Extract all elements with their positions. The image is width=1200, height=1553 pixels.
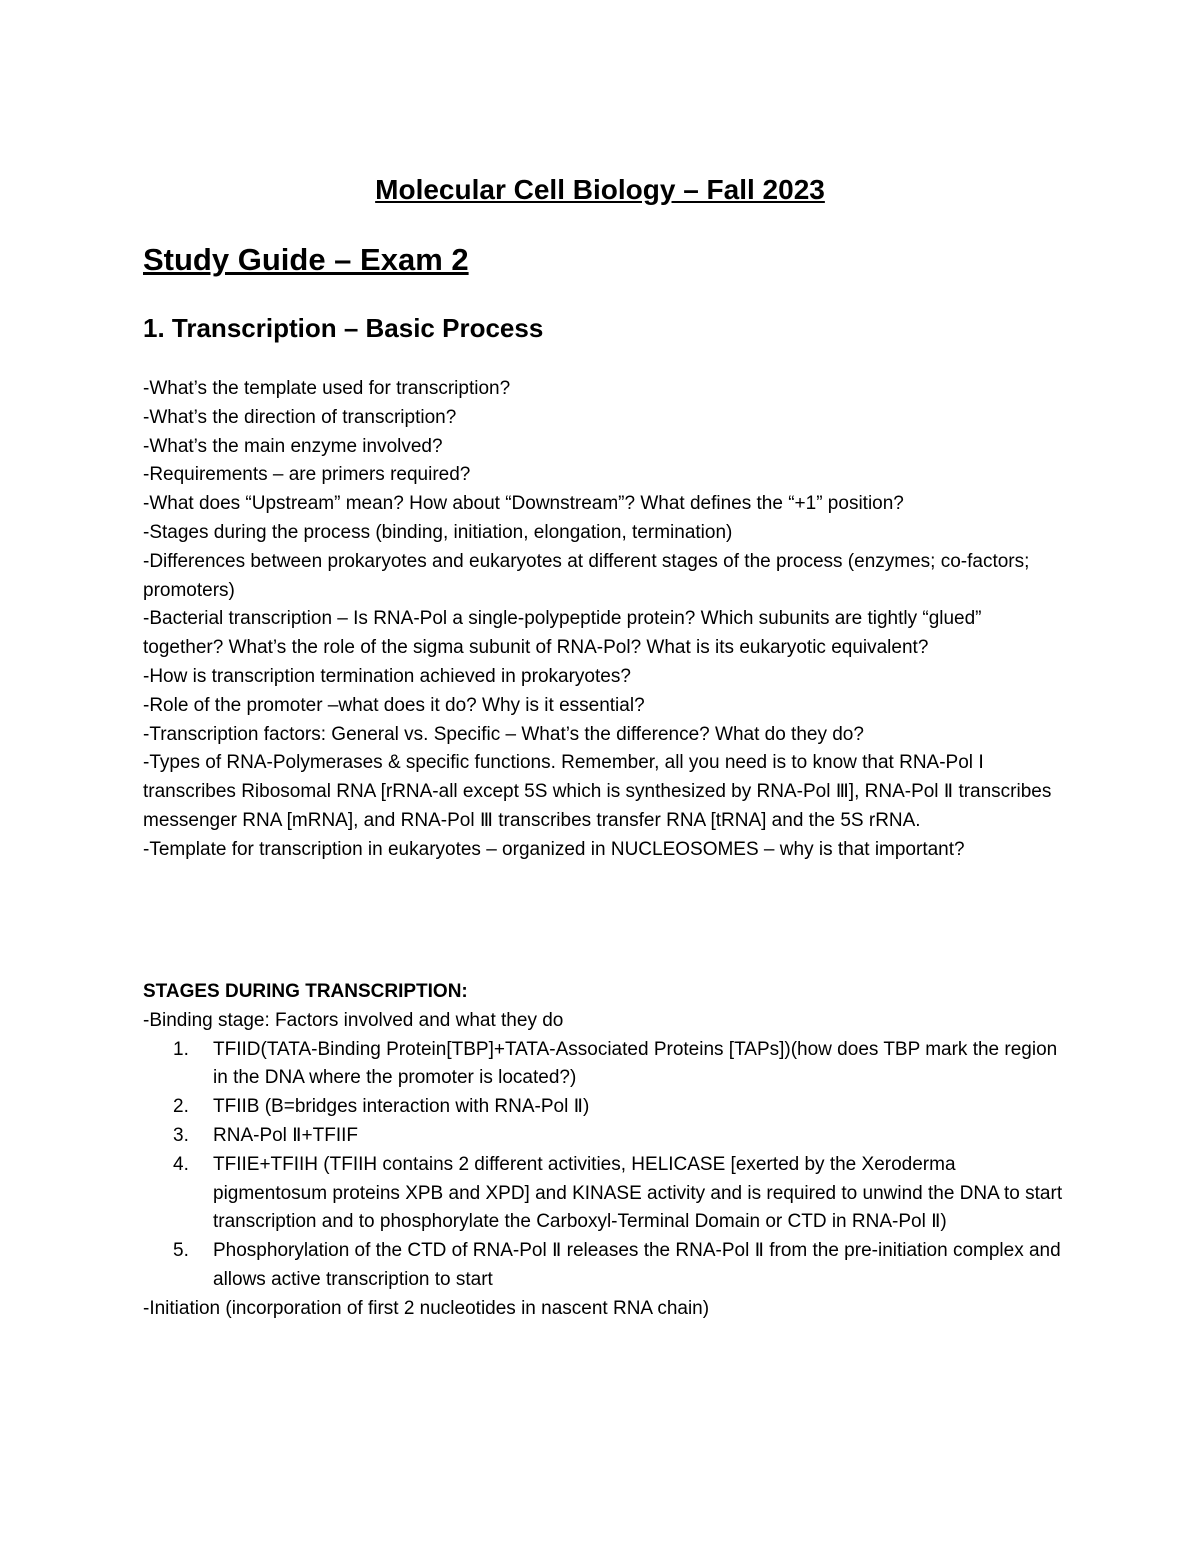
binding-step (143, 1036, 1063, 1094)
step-number: 1. (173, 1038, 189, 1060)
binding-step (143, 1237, 1063, 1295)
binding-step (143, 1151, 1063, 1237)
step-text: TFIID(TATA-Binding Protein[TBP]+TATA-Associated Proteins [TAPs])(how does TBP mark the region in the DNA where the promoter is located?) (213, 1038, 1058, 1089)
section-heading: 1. Transcription – Basic Process (143, 313, 544, 343)
question-item: -Transcription factors: General vs. Specific – What’s the difference? What do they do? (143, 723, 864, 745)
step-text: TFIIB (B=bridges interaction with RNA-Pol Ⅱ) (213, 1096, 590, 1118)
step-number: 5. (173, 1240, 189, 1262)
question-item: -What’s the main enzyme involved? (143, 435, 443, 457)
step-text: RNA-Pol Ⅱ+TFIIF (213, 1124, 359, 1146)
question-list (143, 375, 1063, 865)
binding-steps-list (143, 1036, 1063, 1295)
question-item: -Requirements – are primers required? (143, 464, 471, 486)
question-item: -Differences between prokaryotes and eukaryotes at different stages of the process (enzymes; co-factors; promoters) (143, 550, 1030, 601)
initiation-stage: -Initiation (incorporation of first 2 nucleotides in nascent RNA chain) (143, 1297, 710, 1319)
study-guide-title: Study Guide – Exam 2 (143, 242, 469, 277)
binding-step (143, 1122, 1063, 1151)
step-number: 4. (173, 1153, 189, 1175)
question-item: -Bacterial transcription – Is RNA-Pol a single-polypeptide protein? Which subunits are tightly “glued” together? What’s the role of the sigma subunit of RNA-Pol? What is its eukaryotic equivalent? (143, 608, 982, 659)
question-item: -Template for transcription in eukaryotes – organized in NUCLEOSOMES – why is that important? (143, 838, 965, 860)
question-item: -Stages during the process (binding, initiation, elongation, termination) (143, 521, 733, 543)
step-text: TFIIE+TFIIH (TFIIH contains 2 different activities, HELICASE [exerted by the Xeroderma pigmentosum proteins XPB and XPD] and KINASE activity and is required to unwind the DNA to start transcription and to phosphorylate the Carboxyl-Terminal Domain or CTD in RNA-Pol Ⅱ) (213, 1153, 1063, 1233)
question-item: -What does “Upstream” mean? How about “Downstream”? What defines the “+1” position? (143, 493, 904, 515)
stages-section (143, 978, 1063, 1324)
binding-step (143, 1093, 1063, 1122)
question-item: -Role of the promoter –what does it do? Why is it essential? (143, 694, 645, 716)
step-text: Phosphorylation of the CTD of RNA-Pol Ⅱ releases the RNA-Pol Ⅱ from the pre-initiation complex and allows active transcription to start (213, 1240, 1061, 1290)
question-item: -What’s the direction of transcription? (143, 406, 457, 428)
step-number: 2. (173, 1096, 189, 1118)
step-number: 3. (173, 1124, 189, 1146)
document-title: Molecular Cell Biology – Fall 2023 (375, 174, 825, 205)
question-item: -How is transcription termination achieved in prokaryotes? (143, 665, 631, 687)
question-item: -Types of RNA-Polymerases & specific functions. Remember, all you need is to know that RNA-Pol Ⅰ transcribes Ribosomal RNA [rRNA-all except 5S which is synthesized by RNA-Pol Ⅲ], RNA-Pol Ⅱ transcribes messenger RNA [mRNA], and RNA-Pol Ⅲ transcribes transfer RNA [tRNA] and the 5S rRNA. (143, 752, 1052, 831)
stages-heading: STAGES DURING TRANSCRIPTION: (143, 981, 468, 1002)
question-item: -What’s the template used for transcription? (143, 378, 511, 399)
binding-stage-intro: -Binding stage: Factors involved and what they do (143, 1009, 564, 1031)
